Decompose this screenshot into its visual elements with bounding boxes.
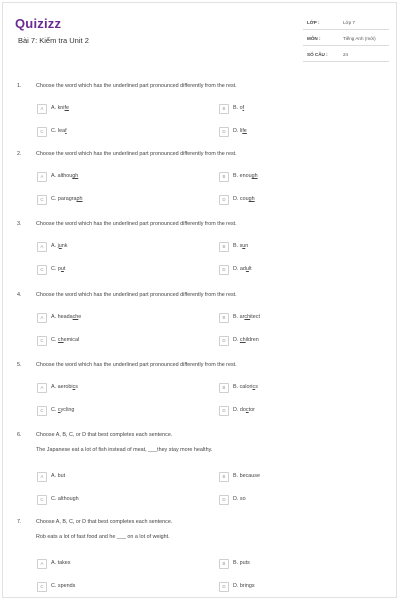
answer-option-a[interactable] bbox=[37, 559, 157, 569]
answer-option-b[interactable] bbox=[219, 472, 339, 482]
info-row-class bbox=[303, 17, 389, 30]
answer-option-d[interactable] bbox=[219, 582, 339, 592]
option-label: B. bbox=[233, 384, 239, 390]
option-word-part: tor bbox=[248, 407, 255, 413]
option-text bbox=[51, 560, 70, 566]
answer-option-d[interactable] bbox=[219, 406, 339, 416]
option-label: D. bbox=[233, 266, 239, 272]
option-text bbox=[51, 496, 79, 502]
option-letter-badge: B bbox=[219, 242, 229, 252]
answer-option-d[interactable] bbox=[219, 265, 339, 275]
option-label: D. bbox=[233, 337, 239, 343]
answer-option-a[interactable] bbox=[37, 313, 157, 323]
option-word-part: spends bbox=[57, 583, 76, 589]
option-word-part: do bbox=[239, 407, 246, 413]
option-text bbox=[233, 560, 250, 566]
question-instruction: Choose the word which has the underlined part pronounced differently from the rest. bbox=[36, 83, 237, 89]
question-number: 6. bbox=[17, 432, 22, 438]
option-letter-badge: A bbox=[37, 172, 47, 182]
option-label: A. bbox=[51, 314, 57, 320]
underlined-part: ph bbox=[76, 196, 83, 202]
option-text bbox=[233, 128, 247, 134]
question-instruction: Choose A, B, C, or D that best completes each sentence. bbox=[36, 432, 173, 438]
underlined-part: ch bbox=[244, 314, 251, 320]
option-letter-badge: D bbox=[219, 336, 229, 346]
question-instruction: Choose the word which has the underlined part pronounced differently from the rest. bbox=[36, 292, 237, 298]
option-word-part: j bbox=[57, 243, 59, 249]
option-word-part: although bbox=[57, 496, 79, 502]
info-key: SỐ CÂU : bbox=[307, 52, 328, 57]
underlined-part: c bbox=[252, 384, 256, 390]
option-word-part: li bbox=[239, 128, 243, 134]
underlined-part: gh bbox=[251, 173, 258, 179]
option-word-part: puts bbox=[239, 560, 250, 566]
option-word-part: brings bbox=[239, 583, 255, 589]
option-label: B. bbox=[233, 560, 239, 566]
info-table bbox=[303, 17, 389, 65]
option-letter-badge: D bbox=[219, 406, 229, 416]
underlined-part: ch bbox=[239, 337, 246, 343]
option-letter-badge: D bbox=[219, 195, 229, 205]
info-key: MÔN : bbox=[307, 36, 321, 41]
option-word-part: p bbox=[57, 266, 61, 272]
answer-option-c[interactable] bbox=[37, 582, 157, 592]
underlined-part: c bbox=[57, 407, 61, 413]
option-word-part: t bbox=[63, 266, 66, 272]
option-label: A. bbox=[51, 560, 57, 566]
option-label: A. bbox=[51, 105, 57, 111]
option-text bbox=[233, 196, 255, 202]
option-text bbox=[233, 583, 255, 589]
option-letter-badge: C bbox=[37, 195, 47, 205]
answer-option-c[interactable] bbox=[37, 406, 157, 416]
option-word-part: paragra bbox=[57, 196, 77, 202]
option-text bbox=[51, 384, 78, 390]
option-word-part: itect bbox=[250, 314, 260, 320]
option-letter-badge: A bbox=[37, 383, 47, 393]
underlined-part: f bbox=[65, 128, 67, 134]
question-number: 7. bbox=[17, 519, 22, 525]
underlined-part: gh bbox=[248, 196, 255, 202]
option-label: B. bbox=[233, 173, 239, 179]
answer-option-b[interactable] bbox=[219, 172, 339, 182]
option-label: C. bbox=[51, 128, 57, 134]
option-label: D. bbox=[233, 128, 239, 134]
option-label: A. bbox=[51, 384, 57, 390]
option-label: B. bbox=[233, 473, 239, 479]
underlined-part: u bbox=[58, 243, 62, 249]
underlined-part: f bbox=[242, 105, 245, 111]
option-letter-badge: A bbox=[37, 559, 47, 569]
option-label: D. bbox=[233, 407, 239, 413]
option-letter-badge: B bbox=[219, 383, 229, 393]
answer-option-c[interactable] bbox=[37, 336, 157, 346]
option-word-part: calori bbox=[239, 384, 253, 390]
option-text bbox=[233, 337, 259, 343]
quizizz-logo: Quizizz bbox=[15, 16, 62, 31]
option-word-part: emical bbox=[63, 337, 80, 343]
option-text bbox=[233, 173, 258, 179]
option-word-part: cou bbox=[239, 196, 249, 202]
option-word-part: althou bbox=[57, 173, 73, 179]
option-text bbox=[51, 583, 75, 589]
option-text bbox=[51, 473, 65, 479]
answer-option-a[interactable] bbox=[37, 383, 157, 393]
option-word-part: ad bbox=[239, 266, 246, 272]
option-label: C. bbox=[51, 196, 57, 202]
option-label: A. bbox=[51, 173, 57, 179]
answer-option-a[interactable] bbox=[37, 242, 157, 252]
answer-option-d[interactable] bbox=[219, 195, 339, 205]
option-text bbox=[233, 243, 248, 249]
option-letter-badge: D bbox=[219, 265, 229, 275]
question-number: 3. bbox=[17, 221, 22, 227]
question-number: 2. bbox=[17, 151, 22, 157]
option-letter-badge: A bbox=[37, 472, 47, 482]
option-text bbox=[51, 407, 74, 413]
option-label: C. bbox=[51, 583, 57, 589]
answer-option-b[interactable] bbox=[219, 559, 339, 569]
answer-option-d[interactable] bbox=[219, 336, 339, 346]
answer-option-a[interactable] bbox=[37, 172, 157, 182]
option-word-part: ycling bbox=[60, 407, 75, 413]
option-letter-badge: B bbox=[219, 313, 229, 323]
option-word-part: aerobi bbox=[57, 384, 73, 390]
info-key: LỚP : bbox=[307, 20, 320, 25]
worksheet-page bbox=[2, 2, 397, 598]
info-row-subject bbox=[303, 33, 389, 46]
option-letter-badge: C bbox=[37, 127, 47, 137]
option-text bbox=[233, 105, 244, 111]
option-word-part: nk bbox=[61, 243, 68, 249]
option-letter-badge: C bbox=[37, 406, 47, 416]
question-number: 1. bbox=[17, 83, 22, 89]
option-letter-badge: C bbox=[37, 336, 47, 346]
option-word-part: s bbox=[255, 384, 258, 390]
answer-option-a[interactable] bbox=[37, 104, 157, 114]
option-word-part: enou bbox=[239, 173, 252, 179]
underlined-part: gh bbox=[72, 173, 79, 179]
question-number: 5. bbox=[17, 362, 22, 368]
info-row-count bbox=[303, 49, 389, 62]
answer-option-b[interactable] bbox=[219, 242, 339, 252]
option-letter-badge: C bbox=[37, 495, 47, 505]
option-letter-badge: A bbox=[37, 313, 47, 323]
option-label: A. bbox=[51, 243, 57, 249]
option-text bbox=[51, 266, 65, 272]
underlined-part: u bbox=[242, 243, 246, 249]
info-value: Tiếng Anh (mới) bbox=[343, 36, 376, 41]
question-instruction: Choose the word which has the underlined part pronounced differently from the rest. bbox=[36, 151, 237, 157]
option-letter-badge: D bbox=[219, 127, 229, 137]
option-word-part: e bbox=[78, 314, 82, 320]
option-label: C. bbox=[51, 496, 57, 502]
option-letter-badge: A bbox=[37, 104, 47, 114]
answer-option-c[interactable] bbox=[37, 265, 157, 275]
answer-option-c[interactable] bbox=[37, 127, 157, 137]
option-word-part: lt bbox=[248, 266, 252, 272]
option-label: D. bbox=[233, 496, 239, 502]
option-word-part: o bbox=[239, 105, 243, 111]
info-value: 24 bbox=[343, 52, 349, 57]
option-word-part: but bbox=[57, 473, 66, 479]
answer-option-b[interactable] bbox=[219, 104, 339, 114]
option-text bbox=[51, 173, 78, 179]
answer-option-c[interactable] bbox=[37, 195, 157, 205]
option-letter-badge: D bbox=[219, 495, 229, 505]
option-label: B. bbox=[233, 314, 239, 320]
option-text bbox=[51, 337, 79, 343]
question-sentence: The Japanese eat a lot of fish instead of meat, ___they stay more healthy. bbox=[36, 447, 213, 453]
option-text bbox=[51, 243, 68, 249]
option-text bbox=[233, 473, 260, 479]
underlined-part: ch bbox=[72, 314, 79, 320]
option-letter-badge: D bbox=[219, 582, 229, 592]
question-instruction: Choose A, B, C, or D that best completes each sentence. bbox=[36, 519, 173, 525]
option-letter-badge: C bbox=[37, 582, 47, 592]
underlined-part: fe bbox=[242, 128, 247, 134]
option-word-part: s bbox=[239, 243, 243, 249]
option-word-part: so bbox=[239, 496, 246, 502]
answer-option-a[interactable] bbox=[37, 472, 157, 482]
option-letter-badge: B bbox=[219, 172, 229, 182]
answer-option-c[interactable] bbox=[37, 495, 157, 505]
option-label: C. bbox=[51, 337, 57, 343]
question-instruction: Choose the word which has the underlined part pronounced differently from the rest. bbox=[36, 221, 237, 227]
answer-option-b[interactable] bbox=[219, 313, 339, 323]
underlined-part: u bbox=[60, 266, 64, 272]
option-text bbox=[51, 196, 83, 202]
option-label: D. bbox=[233, 196, 239, 202]
info-value: Lớp 7 bbox=[343, 20, 355, 25]
underlined-part: fe bbox=[64, 105, 69, 111]
option-text bbox=[233, 496, 246, 502]
option-word-part: s bbox=[75, 384, 78, 390]
underlined-part: ch bbox=[57, 337, 64, 343]
option-word-part: ar bbox=[239, 314, 245, 320]
option-letter-badge: B bbox=[219, 472, 229, 482]
option-label: A. bbox=[51, 473, 57, 479]
option-text bbox=[51, 314, 81, 320]
question-number: 4. bbox=[17, 292, 22, 298]
question-sentence: Rob eats a lot of fast food and he ___ on a lot of weight. bbox=[36, 534, 170, 540]
answer-option-d[interactable] bbox=[219, 127, 339, 137]
option-word-part: kni bbox=[57, 105, 65, 111]
answer-option-b[interactable] bbox=[219, 383, 339, 393]
option-text bbox=[233, 314, 260, 320]
option-word-part: n bbox=[245, 243, 249, 249]
option-label: C. bbox=[51, 407, 57, 413]
underlined-part: c bbox=[245, 407, 249, 413]
answer-option-d[interactable] bbox=[219, 495, 339, 505]
option-letter-badge: C bbox=[37, 265, 47, 275]
option-word-part: because bbox=[239, 473, 260, 479]
option-text bbox=[233, 384, 258, 390]
option-label: B. bbox=[233, 105, 239, 111]
underlined-part: u bbox=[245, 266, 249, 272]
option-label: B. bbox=[233, 243, 239, 249]
option-letter-badge: A bbox=[37, 242, 47, 252]
option-text bbox=[51, 105, 69, 111]
option-letter-badge: B bbox=[219, 559, 229, 569]
option-letter-badge: B bbox=[219, 104, 229, 114]
option-text bbox=[233, 266, 252, 272]
question-instruction: Choose the word which has the underlined part pronounced differently from the rest. bbox=[36, 362, 237, 368]
option-word-part: lea bbox=[57, 128, 66, 134]
option-label: D. bbox=[233, 583, 239, 589]
option-text bbox=[233, 407, 255, 413]
option-word-part: takes bbox=[57, 560, 71, 566]
page-title: Bài 7: Kiểm tra Unit 2 bbox=[18, 36, 89, 45]
option-text bbox=[51, 128, 67, 134]
option-word-part: heada bbox=[57, 314, 73, 320]
option-word-part: ildren bbox=[245, 337, 259, 343]
underlined-part: c bbox=[72, 384, 76, 390]
option-label: C. bbox=[51, 266, 57, 272]
